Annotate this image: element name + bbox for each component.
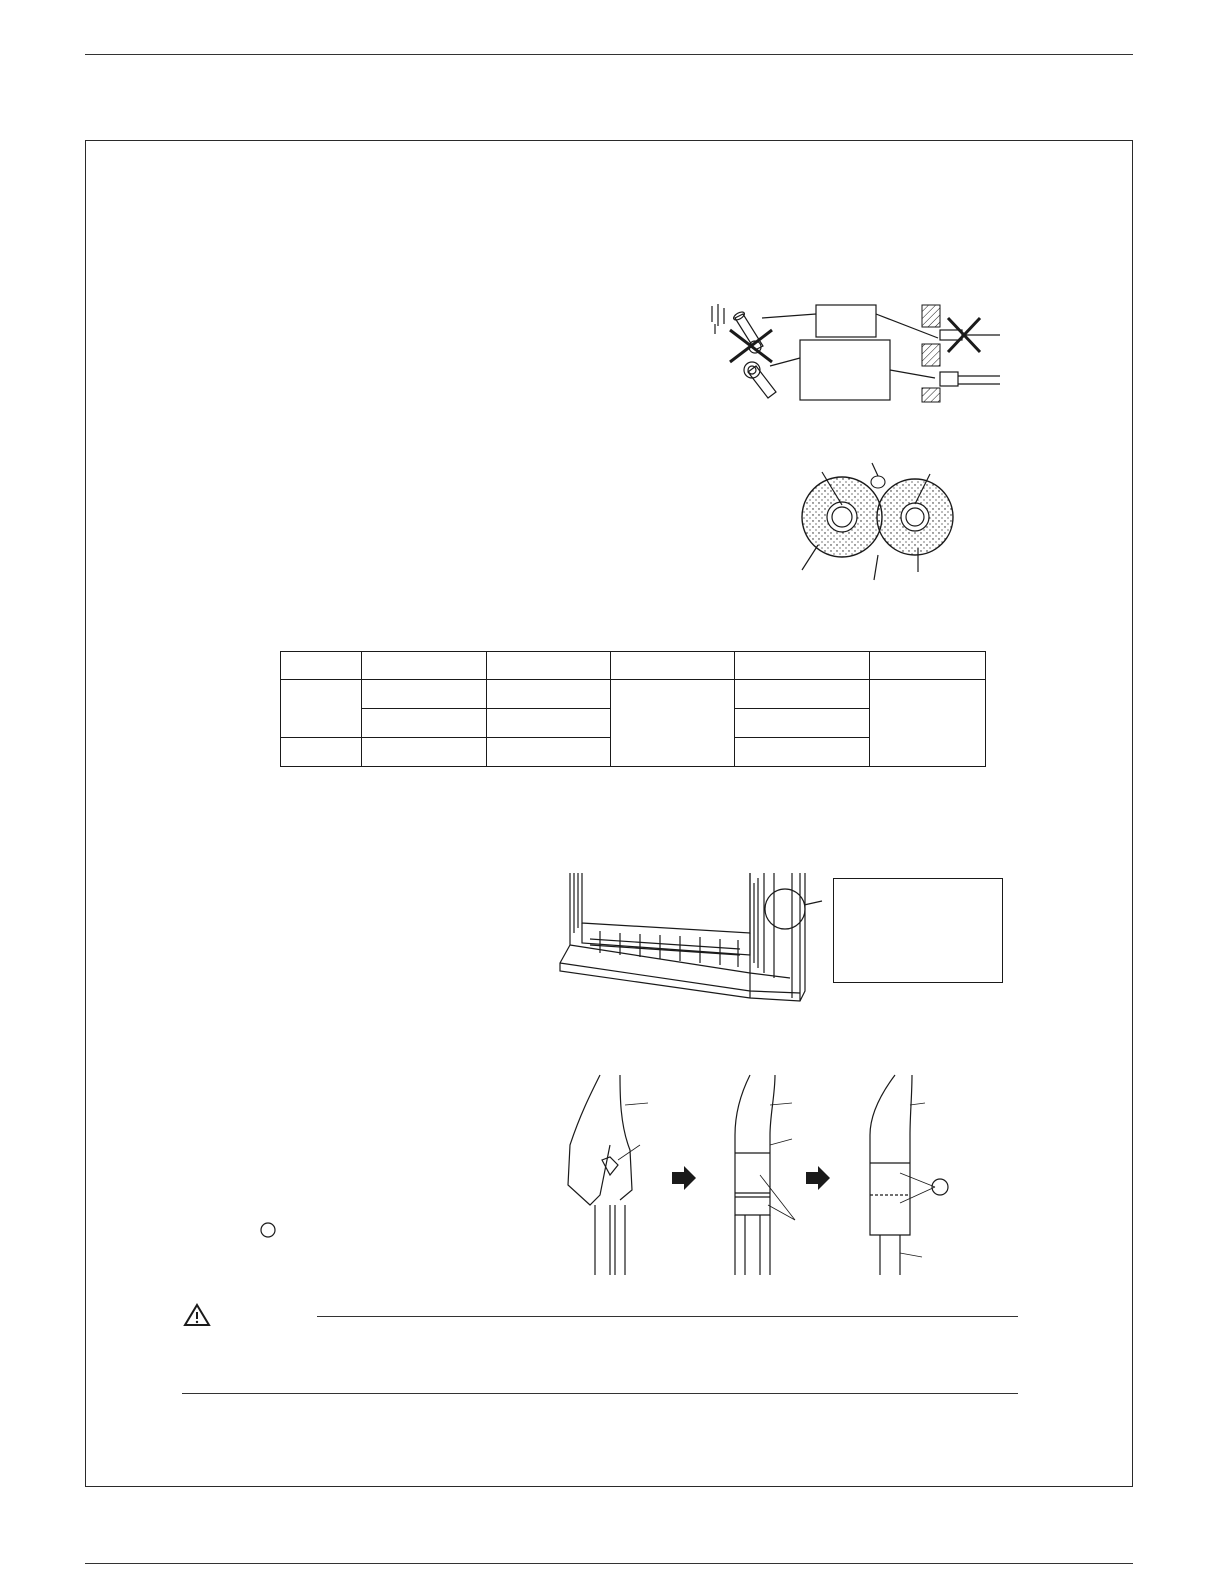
wrap-step-2-icon: [735, 1075, 795, 1275]
insulation-cross-section-figure: [800, 460, 970, 590]
pipe-end-protection-figure: [700, 300, 1010, 410]
pipe-capped-icon: [744, 362, 776, 398]
cross-mark-icon: [730, 330, 772, 362]
insulation-wrapping-sequence-figure: [560, 1075, 950, 1275]
table-cell: [734, 652, 869, 680]
rain-icon: [712, 304, 724, 334]
pipe-specification-table: [280, 651, 986, 767]
label-box-small: [816, 305, 876, 337]
pipe-upright-icon: [732, 310, 763, 353]
table-cell: [362, 738, 486, 767]
table-cell: [486, 738, 610, 767]
table-cell: [734, 680, 869, 709]
wrap-step-1-icon: [568, 1075, 648, 1275]
table-cell: [281, 738, 362, 767]
table-cell: [486, 680, 610, 709]
wall-pipe-capped-icon: [940, 372, 1000, 386]
table-cell: [734, 709, 869, 738]
wall-section-icon: [922, 305, 940, 402]
table-cell: [869, 652, 985, 680]
table-cell: [486, 709, 610, 738]
header-rule: [85, 54, 1133, 55]
caution-top-rule: [317, 1316, 1018, 1317]
table-cell: [362, 680, 486, 709]
caution-bottom-rule: [182, 1393, 1018, 1394]
label-box-large: [800, 340, 890, 400]
wall-pipe-wrong-icon: [940, 330, 1000, 340]
table-cell: [281, 680, 362, 738]
warning-triangle-icon: [183, 1303, 211, 1327]
footer-rule: [85, 1563, 1133, 1564]
indoor-unit-figure: [560, 873, 820, 1013]
indoor-unit-label-box: [833, 878, 1003, 983]
table-cell: [486, 652, 610, 680]
table-cell: [734, 738, 869, 767]
right-arrow-icon: [672, 1166, 696, 1190]
circle-marker-icon: [260, 1222, 276, 1238]
table-cell: [362, 709, 486, 738]
table-cell: [362, 652, 486, 680]
wire-icon: [871, 476, 885, 488]
table-cell: [610, 652, 734, 680]
table-cell: [281, 652, 362, 680]
right-arrow-icon: [806, 1166, 830, 1190]
table-cell: [869, 680, 985, 767]
wrap-step-3-icon: [870, 1075, 935, 1275]
detail-circle-icon: [765, 889, 805, 929]
table-cell: [610, 680, 734, 767]
